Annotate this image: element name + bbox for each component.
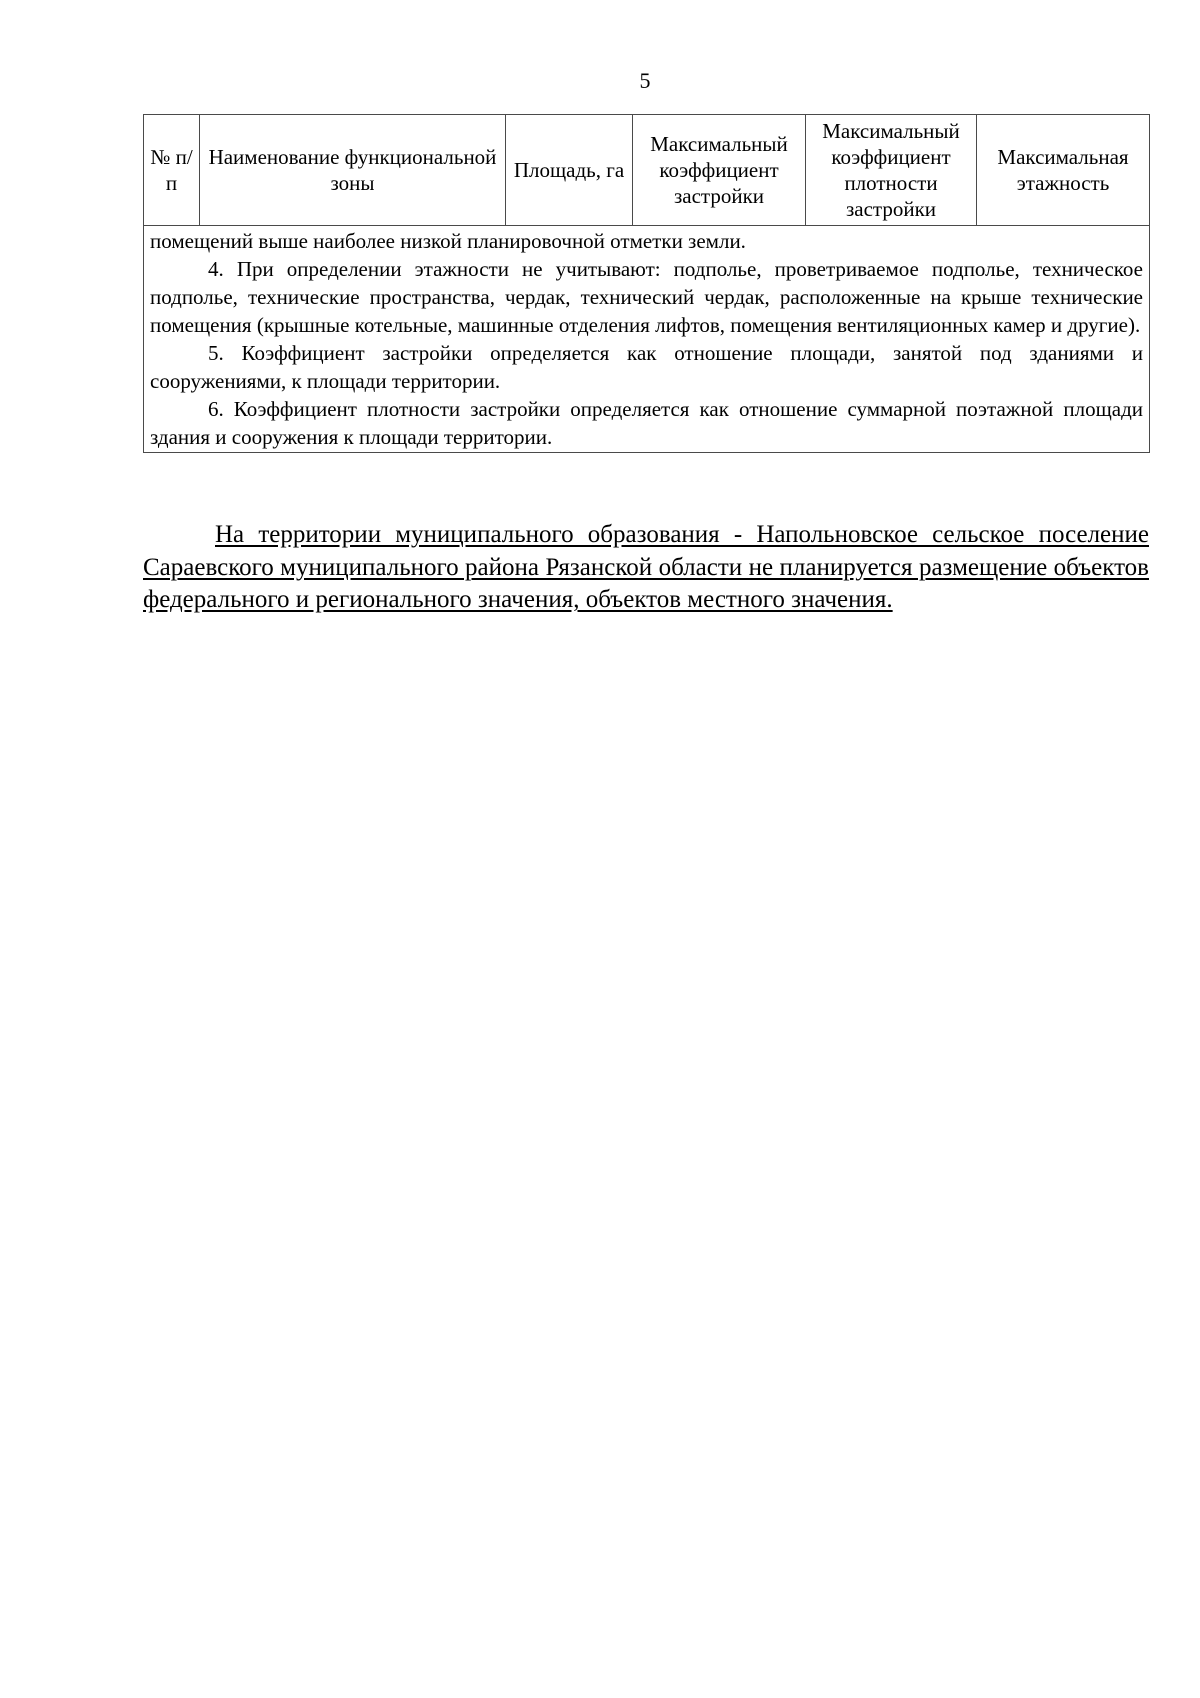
planning-statement: На территории муниципального образования - Напольновское сельское поселение Сараевского муниципального района Рязанской области не планируется размещение объектов федерального и регионального значения, объектов местного значения. xyxy=(143,521,1149,613)
table-notes-cell xyxy=(144,226,1150,453)
header-max-density-coefficient: Максимальный коэффициент плотности застройки xyxy=(806,115,977,226)
note-paragraph: 6. Коэффициент плотности застройки определяется как отношение суммарной поэтажной площади здания и сооружения к площади территории. xyxy=(150,397,1143,449)
table-header-row xyxy=(144,115,1150,226)
header-zone-name: Наименование функциональной зоны xyxy=(200,115,506,226)
header-max-floors: Максимальная этажность xyxy=(977,115,1150,226)
note-paragraph: помещений выше наиболее низкой планировочной отметки земли. xyxy=(150,229,746,253)
header-max-build-coefficient: Максимальный коэффициент застройки xyxy=(633,115,806,226)
header-number: № п/п xyxy=(144,115,200,226)
page-number: 5 xyxy=(639,68,651,93)
note-paragraph: 5. Коэффициент застройки определяется как отношение площади, занятой под зданиями и сооружениями, к площади территории. xyxy=(150,341,1143,393)
header-area: Площадь, га xyxy=(506,115,633,226)
table-notes-row xyxy=(144,226,1150,453)
zone-parameters-table xyxy=(143,114,1150,453)
note-paragraph: 4. При определении этажности не учитывают: подполье, проветриваемое подполье, техническое подполье, технические пространства, чердак, технический чердак, расположенные на крыше технические помещения (крышные котельные, машинные отделения лифтов, помещения вентиляционных камер и другие). xyxy=(150,257,1143,337)
